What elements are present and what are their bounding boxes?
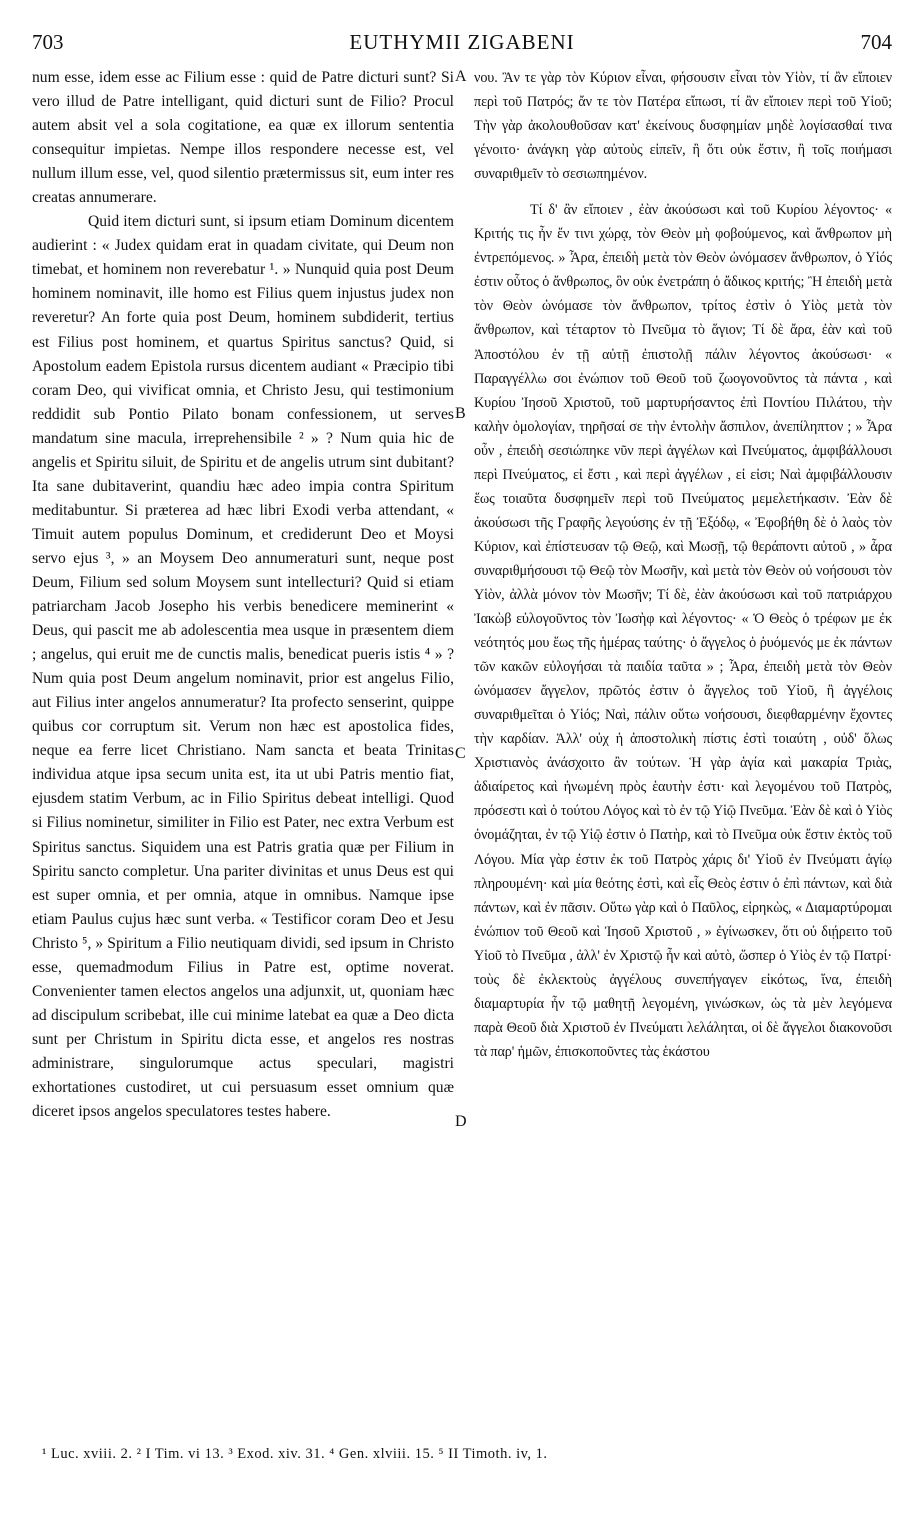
latin-column	[32, 66, 454, 1124]
greek-paragraph-2: Τί δ' ἂν εἴποιεν , ἐὰν ἀκούσωσι καὶ τοῦ Κυρίου λέγοντος· « Κριτής τις ἦν ἔν τινι χώρᾳ, τὸν Θεὸν μὴ φοβούμενος, καὶ ἄνθρωπον μὴ ἐντρεπόμενος. » Ἆρα, ἐπειδὴ μετὰ τὸν Θεὸν ὠνόμασεν ἄνθρωπον, ὁ Υἱός ἐστιν οὗτος ὁ ἄνθρωπος, ὃν οὐκ ἐνετράπη ὁ ἄδικος κριτής; Ἢ ἐπειδὴ μετὰ τὸν Θεὸν ὠνόμασε τὸν ἄνθρωπον, τρίτος ἐστὶν ὁ Υἱὸς μετὰ τὸν ἄνθρωπον, καὶ τέταρτον τὸ Πνεῦμα τὸ ἅγιον; Τί δὲ ἄρα, ἐὰν καὶ τοῦ Ἀποστόλου ἐν τῇ αὐτῇ ἐπιστολῇ πάλιν λέγοντος ἀκούσωσι· « Παραγγέλλω σοι ἐνώπιον τοῦ Θεοῦ τοῦ ζωογονοῦντος τὰ πάντα , καὶ Κυρίου Ἰησοῦ Χριστοῦ, τοῦ μαρτυρήσαντος ἐπὶ Ποντίου Πιλάτου, τὴν καλὴν ὁμολογίαν, τηρῆσαί σε τὴν ἐντολὴν ἄσπιλον, ἀνεπίληπτον ; » Ἆρα οὖν , ἐπειδὴ σεσιώπηκε νῦν περὶ ἀγγέλων καὶ Πνεύματος, ἀμφιβάλλουσι περὶ Πνεύματος, εἰ ἔστι , καὶ περὶ ἀγγέλων , εἰ εἰσι; Ναὶ ἀμφιβάλλουσιν ἕως τοιαῦτα δυσφημεῖν περὶ τοῦ Πνεύματος μεμελετήκασιν. Ἐὰν δὲ ἀκούσωσι τῆς Γραφῆς λεγούσης ἐν τῇ Ἐξόδῳ, « Ἐφοβήθη δὲ ὁ λαὸς τὸν Κύριον, καὶ ἐπίστευσαν τῷ Θεῷ, καὶ Μωσῇ, τῷ θεράποντι αὐτοῦ , » ἆρα συναριθμήσουσι τῷ Θεῷ τὸν Μωσῆν, καὶ μετὰ τὸν Θεὸν οὐ νοήσουσι τὸν Υἱὸν, ἀλλὰ μόνον τὸν Μωσῆν; Τί δὲ, ἐὰν ἀκούσωσι καὶ τοῦ πατριάρχου Ἰακὼβ εὐλογοῦντος τὸν Ἰωσὴφ καὶ λέγοντος· « Ὁ Θεὸς ὁ τρέφων με ἐκ νεότητός μου ἕως τῆς ἡμέρας ταύτης· ὁ ἄγγελος ὁ ῥυόμενός με ἐκ πάντων τῶν κακῶν εὐλογήσαι τὰ παιδία ταῦτα » ; Ἆρα, ἐπειδὴ μετὰ τὸν Θεὸν ὠνόμασεν ἄγγελον, πρῶτός ἐστιν ὁ ἄγγελος τοῦ Υἱοῦ, ἢ ἀγγέλοις συναριθμεῖται ὁ Υἱός; Ναὶ, πάλιν οὕτω νοήσουσι, διεφθαρμένην ἔχοντες τὴν καρδίαν. Ἀλλ' οὐχ ἡ ἀποστολικὴ πίστις ἐστὶ τοιαύτη , οὐδ' ὅλως Χριστιανὸς ἀνάσχοιτο ἂν τούτων. Ἡ γὰρ ἁγία καὶ μακαρία Τριὰς, ἀδιαίρετος καὶ ἡνωμένη πρὸς ἑαυτὴν ἐστι· καὶ λεγομένου τοῦ Πατρὸς, πρόσεστι καὶ ὁ τούτου Λόγος καὶ τὸ ἐν τῷ Υἱῷ Πνεῦμα. Ἐὰν δὲ καὶ ὁ Υἱὸς ὀνομάζηται, ἐν τῷ Υἱῷ ἐστιν ὁ Πατὴρ, καὶ τὸ Πνεῦμα οὐκ ἔστιν ἐκτὸς τοῦ Λόγου. Μία γὰρ ἐστιν ἐκ τοῦ Πατρὸς χάρις δι' Υἱοῦ ἐν Πνεύματι ἁγίῳ πληρουμένη· καὶ μία θεότης ἐστὶ, καὶ εἷς Θεὸς ἐστιν ὁ ἐπὶ πάντων, καὶ διὰ πάντων, καὶ ἐν πᾶσιν. Οὕτω γὰρ καὶ ὁ Παῦλος, εἰρηκὼς, « Διαμαρτύρομαι ἐνώπιον τοῦ Θεοῦ καὶ Ἰησοῦ Χριστοῦ , » ἐγίνωσκεν, ὅτι οὐ διῄρειτο τοῦ Υἱοῦ τὸ Πνεῦμα , ἀλλ' ἐν Χριστῷ ἦν καὶ αὐτὸ, ὥσπερ ὁ Υἱὸς ἐν τῷ Πατρί· τοὺς δὲ ἐκλεκτοὺς ἀγγέλους συνεπήγαγεν εἰκότως, ἵνα, ἐπειδὴ διαμαρτυρία ἦν τῷ μαθητῇ λεγομένη, γινώσκων, ὡς τὰ μὲν λεγόμενα παρὰ Θεοῦ διὰ Χριστοῦ ἐν Πνεύματι λελάληται, οἱ δὲ ἄγγελοι διακονοῦσι τὰ παρ' ἡμῶν, ἐπισκοποῦντες τὰς ἑκάστου	[474, 202, 892, 1060]
page-number-left: 703	[32, 30, 64, 54]
section-marker-b: B	[455, 405, 466, 422]
page-header	[32, 30, 892, 60]
latin-paragraph-2: Quid item dicturi sunt, si ipsum etiam Dominum dicentem audierint : « Judex quidam erat in quadam civitate, qui Deum non timebat, et hominem non reverebatur ¹. » Nunquid quia post Deum hominem nominavit, ille homo est Filius quem injustus judex non reveretur? An forte quia post Deum, hominem subdiderit, tertius est Filius post hominem, et quartus Spiritus sanctus? Quid, si Apostolum eadem Epistola rursus dicentem audiant « Præcipio tibi coram Deo, qui vivificat omnia, et Christo Jesu, qui testimonium reddidit sub Pontio Pilato bonam confessionem, ut serves mandatum sine macula, irreprehensibile ² » ? Num quia hic de angelis et Spiritu siluit, de Spiritu et de angelis utrum sint dubitant? Ita sane dubitaverint, quandiu hæc adeo impia contra Spiritum meditabuntur. Si præterea ad hæc libri Exodi verba attendant, « Timuit autem populus Dominum, et crediderunt Deo et Moysi servo ejus ³, » an Moysem Deo annumeraturi sunt, neque post Deum, Filium sed solum Moysem sunt intellecturi? Quid si etiam patriarcham Jacob Josepho his verbis benedicere meminerint « Deus, qui pascit me ab adolescentia mea usque in præsentem diem ; angelus, qui eruit me de cunctis malis, benedicat pueris istis ⁴ » ? Num quia post Deum angelum nominavit, prior est angelus Filio, aut Filius inter angelos annumeratur? Ita profecto senserint, quippe quibus cor corruptum sit. Verum non hæc est apostolica fides, neque ea ferre licet Christiano. Nam sancta et beata Trinitas individua atque ipsa secum unita est, ita ut ubi Patris mentio fiat, ejusdem statim Verbum, ac in Filio Spiritus debeat intelligi. Quod si Filius nominetur, similiter in Filio est Pater, nec extra Verbum est Spiritus sanctus. Siquidem una est Patris gratia quæ per Filium in Spiritu sancto completur. Una pariter divinitas et unus Deus est qui est super omnia, et per omnia, atque in omnibus. Namque ipse etiam Paulus cujus hæc sunt verba. « Testificor coram Deo et Jesu Christo ⁵, » Spiritum a Filio neutiquam dividi, sed ipsum in Christo esse, quemadmodum Filius in Patre est, optime noverat. Convenienter tamen electos angelos una adjunxit, ut, quoniam hæc ad discipulum scribebat, ille cui minime latebat ea quæ a Deo dicta sunt per Christum in Spiritu dicta esse, et angelos res nostras administrare, singulorumque actus speculari, magistri exhortationes custodiret, ut cui persuasum esset omnium quæ diceret ipsos angelos speculatores testes habere.	[32, 213, 454, 1121]
greek-column	[474, 66, 892, 1064]
latin-paragraph-1: num esse, idem esse ac Filium esse : quid de Patre dicturi sunt? Si vero illud de Patre intelligant, quid dicturi sunt de Filio? Procul autem absit vel a sola cogitatione, ea quæ ex illorum sententia consequitur impietas. Nempe illos respondere necesse est, vel nullum illum esse, vel, quod silentio prætermissus sit, eum inter res creatas annumerare.	[32, 69, 454, 207]
page-number-right: 704	[860, 30, 892, 54]
running-title: EUTHYMII ZIGABENI	[349, 30, 575, 54]
section-marker-a: A	[455, 68, 467, 85]
greek-paragraph-1: νου. Ἂν τε γὰρ τὸν Κύριον εἶναι, φήσουσιν εἶναι τὸν Υἱὸν, τί ἂν εἴποιεν περὶ τοῦ Πατρός; ἄν τε τὸν Πατέρα εἴπωσι, τί ἂν εἴποιεν περὶ τοῦ Υἱοῦ; Τὴν γὰρ ἀκολουθοῦσαν κατ' ἐκείνους δυσφημίαν μηδὲ λογίσασθαί τινα γένοιτο· ἀνάγκη γὰρ αὐτοὺς εἰπεῖν, ἢ ὅτι οὐκ ἔστιν, ἢ τοῖς ποιήμασι συναριθμεῖν τὸ σεσιωπημένον.	[474, 70, 892, 183]
section-marker-d: D	[455, 1113, 467, 1130]
footnotes: ¹ Luc. xviii. 2. ² I Tim. vi 13. ³ Exod. xiv. 31. ⁴ Gen. xlviii. 15. ⁵ II Timoth. iv, 1.	[42, 1446, 548, 1462]
section-marker-c: C	[455, 745, 466, 762]
